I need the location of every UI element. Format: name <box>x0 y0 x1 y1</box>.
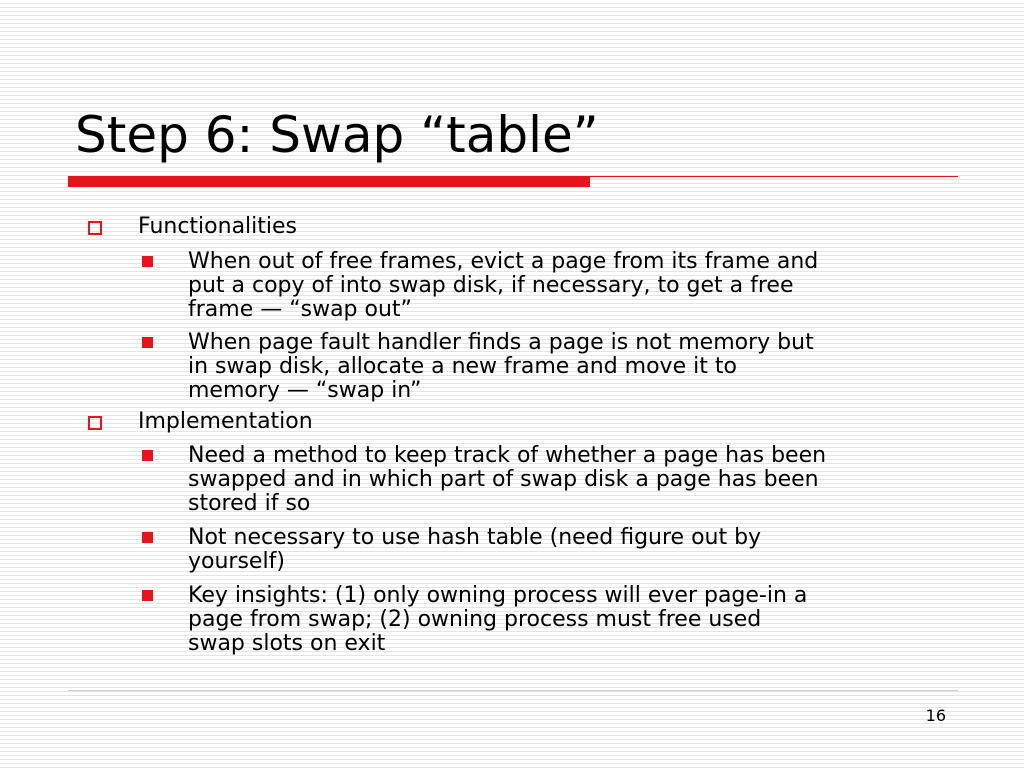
filled-square-icon <box>142 532 153 543</box>
bullet-line: Not necessary to use hash table (need figure out by <box>188 525 762 550</box>
bullet-line: page from swap; (2) owning process must free used <box>188 607 762 632</box>
bullet-line: frame — “swap out” <box>188 297 412 322</box>
bullet-key-insights <box>188 584 948 656</box>
footer-divider <box>68 690 958 691</box>
bullet-track-swapped <box>188 444 948 516</box>
bullet-line: Key insights: (1) only owning process will ever page-in a <box>188 583 808 608</box>
bullet-line: When page fault handler finds a page is not memory but <box>188 330 814 355</box>
hollow-square-icon <box>88 416 102 430</box>
bullet-line: Need a method to keep track of whether a page has been <box>188 443 827 468</box>
bullet-line: swapped and in which part of swap disk a page has been <box>188 467 819 492</box>
bullet-line: When out of free frames, evict a page from its frame and <box>188 249 819 274</box>
bullet-swap-out <box>188 250 948 322</box>
bullet-hash-table <box>188 526 948 574</box>
filled-square-icon <box>142 337 153 348</box>
bullet-line: in swap disk, allocate a new frame and move it to <box>188 354 737 379</box>
bullet-line: memory — “swap in” <box>188 378 422 403</box>
bullet-line: swap slots on exit <box>188 631 386 656</box>
bullet-line: yourself) <box>188 549 285 574</box>
slide-title: Step 6: Swap “table” <box>75 106 599 164</box>
filled-square-icon <box>142 256 153 267</box>
page-number: 16 <box>925 706 946 725</box>
bullet-line: stored if so <box>188 491 311 516</box>
filled-square-icon <box>142 450 153 461</box>
bullet-line: put a copy of into swap disk, if necessary, to get a free <box>188 273 794 298</box>
outline-heading-functionalities: Functionalities <box>138 214 298 239</box>
outline-heading-implementation: Implementation <box>138 409 313 434</box>
hollow-square-icon <box>88 221 102 235</box>
filled-square-icon <box>142 590 153 601</box>
bullet-swap-in <box>188 331 948 403</box>
